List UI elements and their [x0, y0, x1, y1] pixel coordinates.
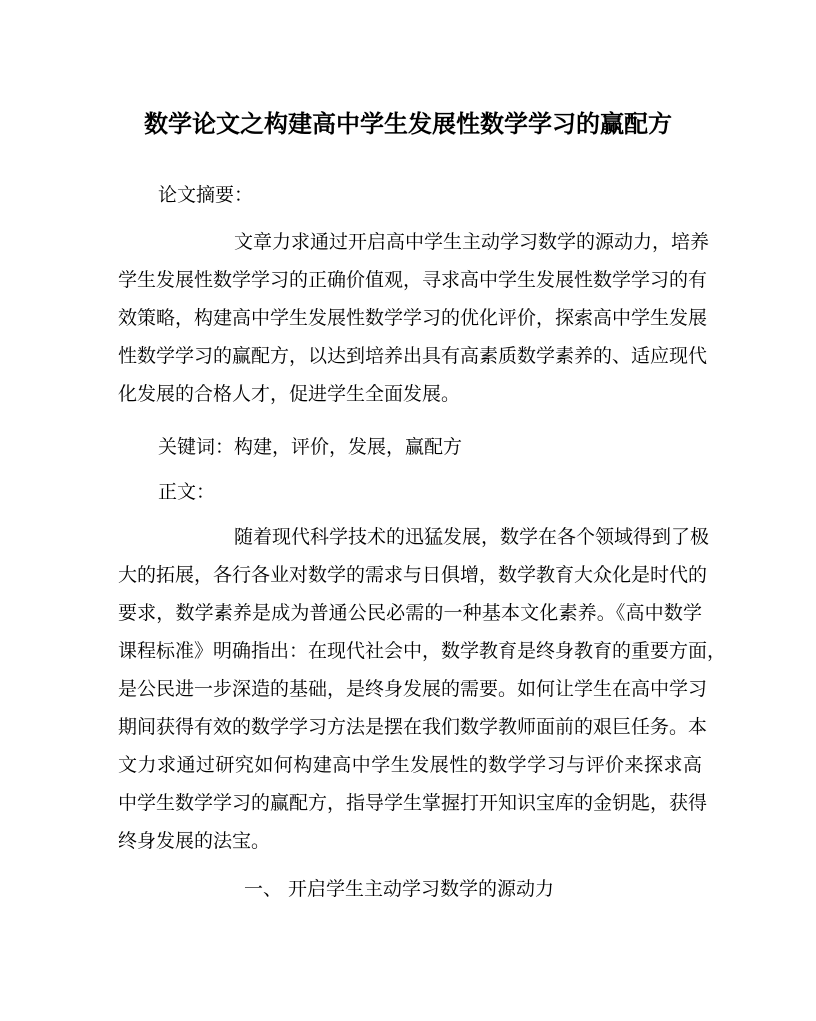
body-line: 终身发展的法宝。 — [118, 830, 271, 852]
abstract-line: 学生发展性数学学习的正确价值观，寻求高中学生发展性数学学习的有 — [118, 269, 708, 291]
body-heading: 正文： — [158, 481, 216, 503]
body-line: 课程标准》明确指出：在现代社会中，数学教育是终身教育的重要方面， — [118, 640, 727, 662]
abstract-line: 性数学学习的赢配方，以达到培养出具有高素质数学素养的、适应现代 — [118, 345, 708, 367]
abstract-line: 文章力求通过开启高中学生主动学习数学的源动力，培养 — [234, 231, 710, 253]
abstract-heading: 论文摘要： — [158, 184, 254, 206]
body-line: 中学生数学学习的赢配方，指导学生掌握打开知识宝库的金钥匙，获得 — [118, 792, 708, 814]
body-line: 随着现代科学技术的迅猛发展，数学在各个领域得到了极 — [234, 526, 710, 548]
abstract-line: 化发展的合格人才，促进学生全面发展。 — [118, 383, 461, 405]
body-line: 要求，数学素养是成为普通公民必需的一种基本文化素养。《高中数学 — [118, 602, 702, 624]
keywords-line: 关键词：构建，评价，发展，赢配方 — [158, 436, 463, 458]
section-heading: 一、 开启学生主动学习数学的源动力 — [244, 878, 555, 900]
body-line: 大的拓展，各行各业对数学的需求与日俱增，数学教育大众化是时代的 — [118, 564, 708, 586]
abstract-line: 效策略，构建高中学生发展性数学学习的优化评价，探索高中学生发展 — [118, 307, 708, 329]
body-line: 期间获得有效的数学学习方法是摆在我们数学教师面前的艰巨任务。本 — [118, 716, 708, 738]
body-line: 是公民进一步深造的基础，是终身发展的需要。如何让学生在高中学习 — [118, 678, 708, 700]
document-title: 数学论文之构建高中学生发展性数学学习的赢配方 — [144, 109, 672, 138]
body-line: 文力求通过研究如何构建高中学生发展性的数学学习与评价来探求高 — [118, 754, 702, 776]
